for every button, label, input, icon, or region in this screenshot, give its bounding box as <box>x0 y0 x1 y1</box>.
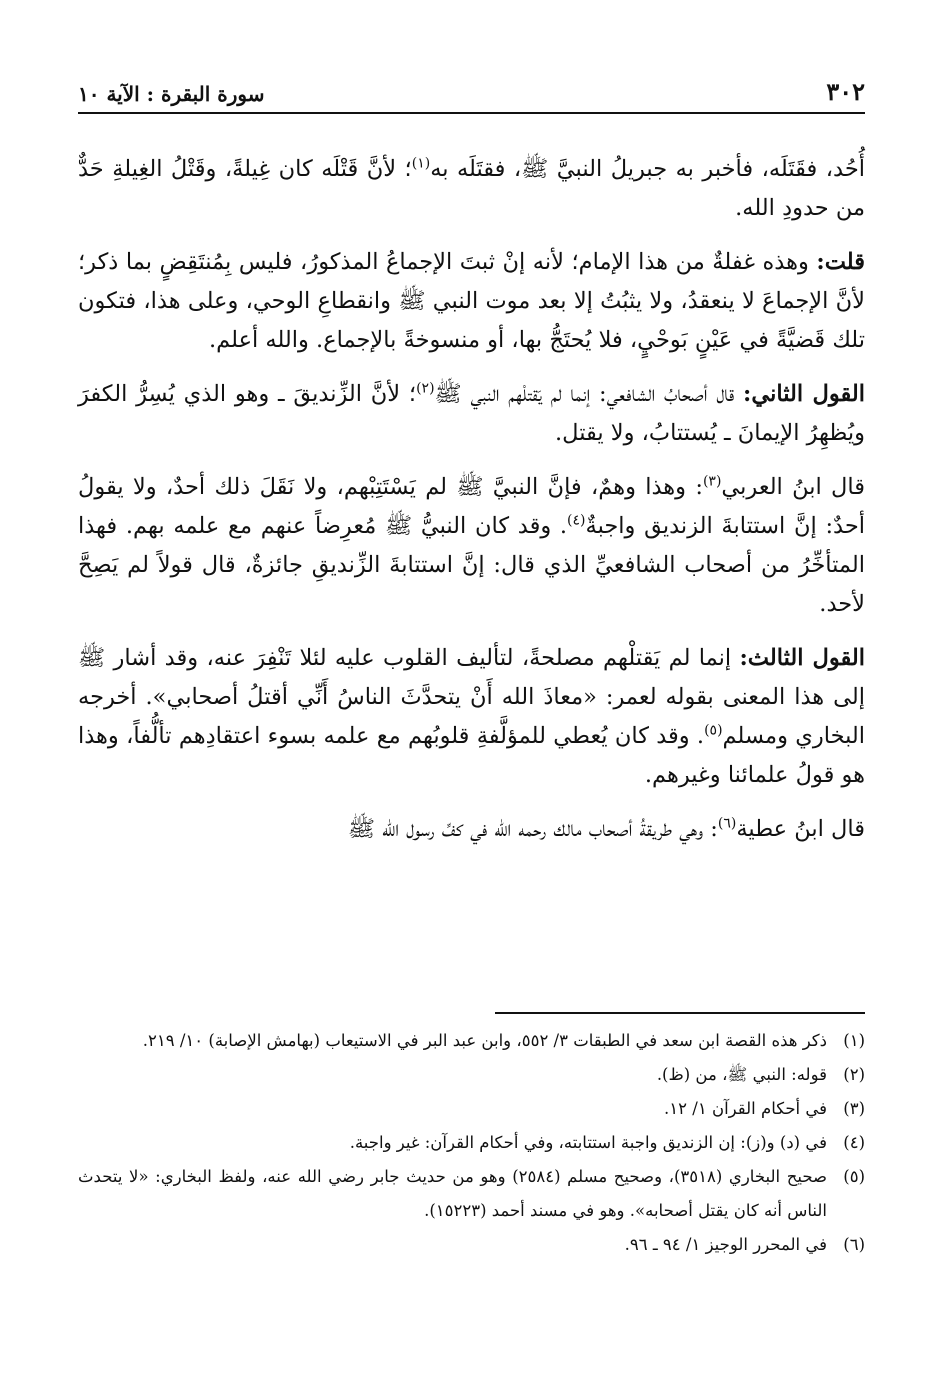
footnote-text: صحيح البخاري (٣٥١٨)، وصحيح مسلم (٢٥٨٤) وهو من حديث جابر رضي الله عنه، ولفظ البخاري: «لا يتحدث الناس أنه كان يقتل أصحابه». وهو في مسند أحمد (١٥٢٢٣). <box>78 1167 827 1220</box>
footnote-divider <box>495 1012 865 1014</box>
main-text <box>78 150 865 864</box>
book-page <box>78 0 865 1383</box>
page-number: ٣٠٢ <box>826 77 865 106</box>
page-header <box>78 77 865 114</box>
footnote-reference: (٥) <box>704 722 723 739</box>
paragraph-lead: القول الثالث: <box>739 645 865 671</box>
footnote-reference: (٣) <box>702 473 722 490</box>
running-title: سورة البقرة : الآية ١٠ <box>78 82 265 106</box>
paragraph: قال ابنُ عطية$^{(٦)}$: وهي طريقةُ أصحاب مالك رحمه الله في كفِّ رسول الله ﷺ <box>347 815 865 842</box>
footnote <box>78 1126 865 1160</box>
footnote-text: في المحرر الوجيز ١/ ٩٤ ـ ٩٦. <box>624 1235 827 1254</box>
paragraph: القول الثاني: قال أصحابُ الشافعي: إنما لم يَقتلْهم النبي ﷺ$^{(٢)}$؛ لأنَّ الزِّنديقَ ـ وهو الذي يُسِرُّ الكفرَ ويُظهِرُ الإيمانَ ـ يُستتابُ، ولا يقتل. <box>78 380 865 446</box>
footnote-reference: (٦) <box>717 815 737 832</box>
footnote-text: ذكر هذه القصة ابن سعد في الطبقات ٣/ ٥٥٢، وابن عبد البر في الاستيعاب (بهامش الإصابة) ١٠/ ٢١٩. <box>142 1031 827 1050</box>
footnote-text: في أحكام القرآن ١/ ١٢. <box>664 1099 827 1118</box>
footnote <box>78 1160 865 1228</box>
paragraph-lead: قلت: <box>816 249 865 275</box>
footnote-reference: (٢) <box>416 380 435 397</box>
footnote-number: (٤) <box>843 1133 865 1152</box>
footnote-number: (٣) <box>843 1099 865 1118</box>
footnote-number: (٦) <box>843 1235 865 1254</box>
footnote-reference: (٤) <box>567 512 586 529</box>
footnote-text: قوله: النبي ﷺ، من (ظ). <box>656 1065 827 1084</box>
paragraph: قال ابنُ العربي$^{(٣)}$: وهذا وهمٌ، فإنَّ النبيَّ ﷺ لم يَسْتَتِبْهم، ولا نَقَلَ ذلك أحدٌ، ولا يقولُ أحدٌ: إنَّ استتابةَ الزنديق واجبةٌ$^{(٤)}$. وقد كان النبيُّ ﷺ مُعرِضاً عنهم مع علمه بهم. فهذا المتأخِّرُ من أصحاب الشافعيِّ الذي قال: إنَّ استتابةَ الزِّنديقِ جائزةٌ، قال قولاً لم يَصِحَّ لأحد. <box>78 473 866 617</box>
paragraph: القول الثالث: إنما لم يَقتلْهم مصلحةً، لتأليف القلوب عليه لئلا تَنْفِرَ عنه، وقد أشار ﷺ إلى هذا المعنى بقوله لعمر: «معاذَ الله أَنْ يتحدَّثَ الناسُ أَنِّي أقتلُ أصحابي». أخرجه البخاري ومسلم$^{(٥)}$. وقد كان يُعطي للمؤلَّفةِ قلوبُهم مع علمه بسوء اعتقادِهم تألُّفاً، وهذا هو قولُ علمائنا وغيرهم. <box>78 645 865 788</box>
paragraph-lead: القول الثاني: <box>743 381 865 407</box>
footnote <box>78 1024 865 1058</box>
footnote <box>78 1058 865 1092</box>
footnote-text: في (د) و(ز): إن الزنديق واجبة استتابته، وفي أحكام القرآن: غير واجبة. <box>349 1133 827 1152</box>
footnote <box>78 1228 865 1262</box>
footnotes <box>78 1024 865 1262</box>
footnote-number: (١) <box>843 1031 865 1050</box>
footnote-number: (٥) <box>843 1167 865 1186</box>
footnote-number: (٢) <box>843 1065 865 1084</box>
footnote <box>78 1092 865 1126</box>
paragraph: قلت: وهذه غفلةٌ من هذا الإمام؛ لأنه إنْ ثبتَ الإجماعُ المذكورُ، فليس بِمُنتَقِضٍ بما ذكر؛ لأنَّ الإجماعَ لا ينعقدُ، ولا يثبُتُ إلا بعد موت النبي ﷺ وانقطاعِ الوحي، وعلى هذا، فتكون تلك قَضيَّةً في عَيْنٍ بَوحْيٍ، فلا يُحتَجُّ بها، أو منسوخةً بالإجماع. والله أعلم. <box>78 249 865 353</box>
footnote-reference: (١) <box>411 155 431 172</box>
paragraph: أُحُد، فقَتَلَه، فأخبر به جبريلُ النبيَّ ﷺ، فقتَلَه به$^{(١)}$؛ لأنَّ قَتْلَه كان غِيلةً، وقَتْلُ الغِيلةِ حَدٌّ من حدودِ الله. <box>78 155 865 221</box>
